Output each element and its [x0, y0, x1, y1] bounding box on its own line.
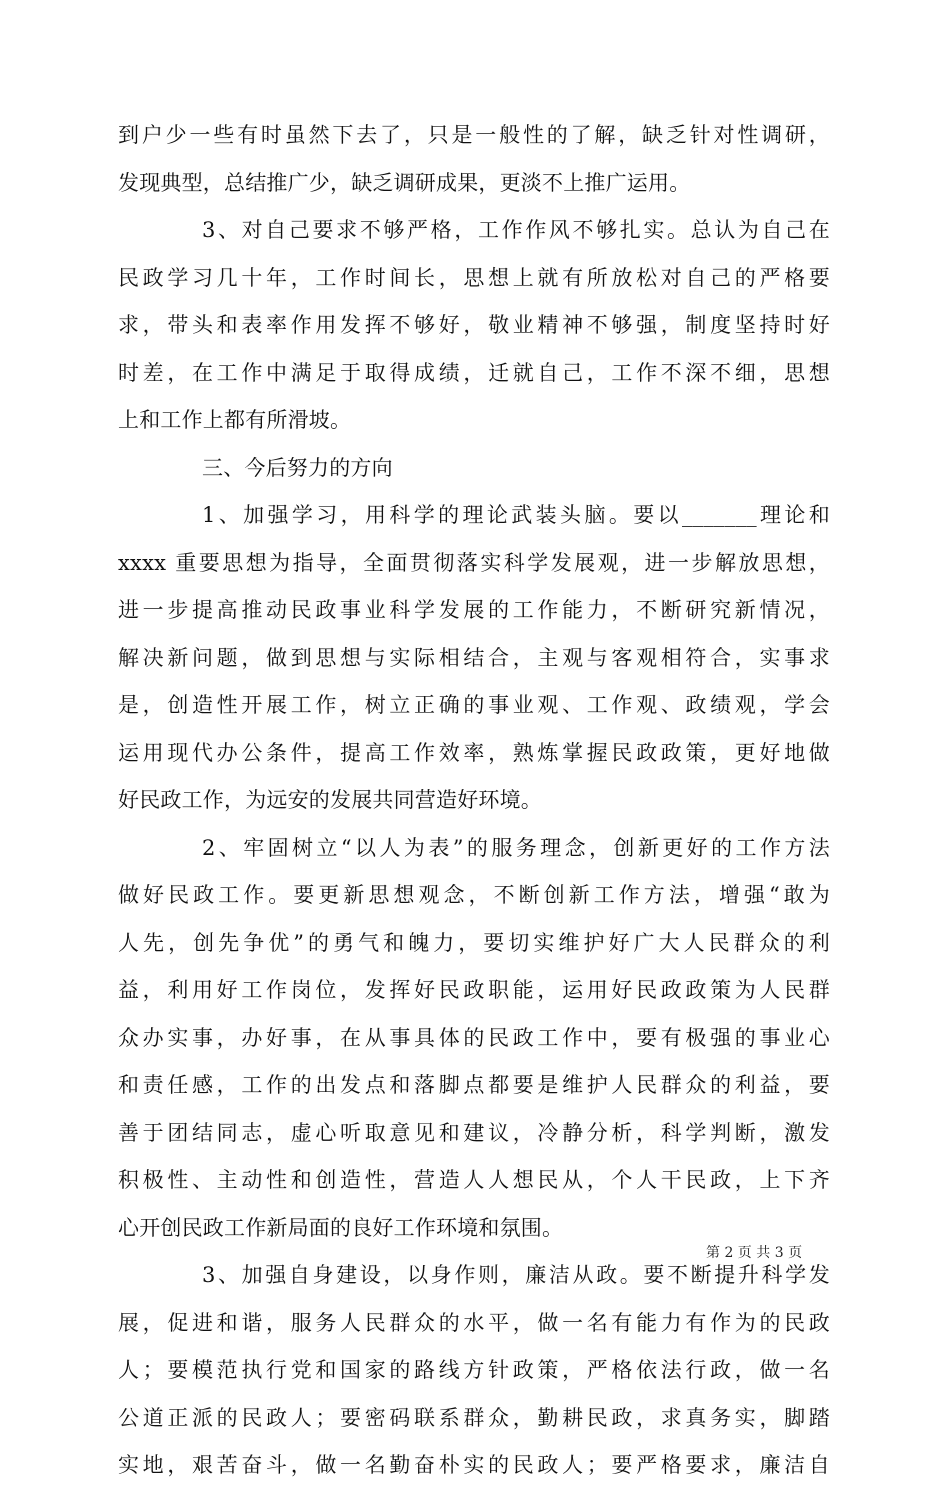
document-body	[118, 112, 830, 1490]
text-line: 好民政工作，为远安的发展共同营造好环境。	[118, 788, 542, 812]
text-line: 三、今后努力的方向	[202, 455, 393, 480]
text-line: 和责任感，工作的出发点和落脚点都要是维护人民群众的利益，要	[118, 1073, 830, 1097]
text-line: 心开创民政工作新局面的良好工作环境和氛围。	[118, 1215, 564, 1240]
text-line: 做好民政工作。要更新思想观念，不断创新工作方法，增强“敢为	[118, 883, 830, 907]
text-line: 人先，创先争优”的勇气和魄力，要切实维护好广大人民群众的利	[118, 930, 830, 955]
text-line: 善于团结同志，虚心听取意见和建议，冷静分析，科学判断，激发	[118, 1120, 830, 1145]
text-line: 3、对自己要求不够严格，工作作风不够扎实。总认为自己在	[202, 218, 830, 242]
text-line: 上和工作上都有所滑坡。	[118, 408, 352, 432]
text-line: 益，利用好工作岗位，发挥好民政职能，运用好民政政策为人民群	[118, 978, 830, 1002]
text-line: 求，带头和表率作用发挥不够好，敬业精神不够强，制度坚持时好	[118, 313, 830, 337]
text-line: 3、加强自身建设，以身作则，廉洁从政。要不断提升科学发	[202, 1263, 830, 1287]
page-footer: 第 2 页 共 3 页	[706, 1245, 803, 1261]
text-line: 展，促进和谐，服务人民群众的水平，做一名有能力有作为的民政	[118, 1310, 830, 1335]
text-line: 运用现代办公条件，提高工作效率，熟炼掌握民政政策，更好地做	[118, 740, 830, 765]
text-line: 解决新问题，做到思想与实际相结合，主观与客观相符合，实事求	[118, 645, 830, 670]
text-line: 到户少一些有时虽然下去了，只是一般性的了解，缺乏针对性调研，	[118, 123, 830, 147]
text-line: 2、牢固树立“以人为表”的服务理念，创新更好的工作方法	[202, 835, 830, 860]
text-line: 进一步提高推动民政事业科学发展的工作能力，不断研究新情况，	[118, 598, 830, 622]
text-line: 众办实事，办好事，在从事具体的民政工作中，要有极强的事业心	[118, 1025, 830, 1050]
text-line: 民政学习几十年，工作时间长，思想上就有所放松对自己的严格要	[118, 265, 830, 290]
text-line: 是，创造性开展工作，树立正确的事业观、工作观、政绩观，学会	[118, 693, 830, 717]
text-line: 时差，在工作中满足于取得成绩，迁就自己，工作不深不细，思想	[118, 360, 830, 385]
text-line: xxxx 重要思想为指导，全面贯彻落实科学发展观，进一步解放思想，	[118, 550, 830, 575]
text-line: 发现典型，总结推广少，缺乏调研成果，更淡不上推广运用。	[118, 170, 691, 195]
text-line: 公道正派的民政人；要密码联系群众，勤耕民政，求真务实，脚踏	[118, 1405, 830, 1430]
text-line: 人；要模范执行党和国家的路线方针政策，严格依法行政，做一名	[118, 1358, 830, 1382]
text-line: 1、加强学习，用科学的理论武装头脑。要以_______理论和	[202, 503, 830, 527]
text-line: 实地，艰苦奋斗，做一名勤奋朴实的民政人；要严格要求，廉洁自	[118, 1453, 830, 1477]
text-line: 积极性、主动性和创造性，营造人人想民从，个人干民政，上下齐	[118, 1168, 830, 1192]
